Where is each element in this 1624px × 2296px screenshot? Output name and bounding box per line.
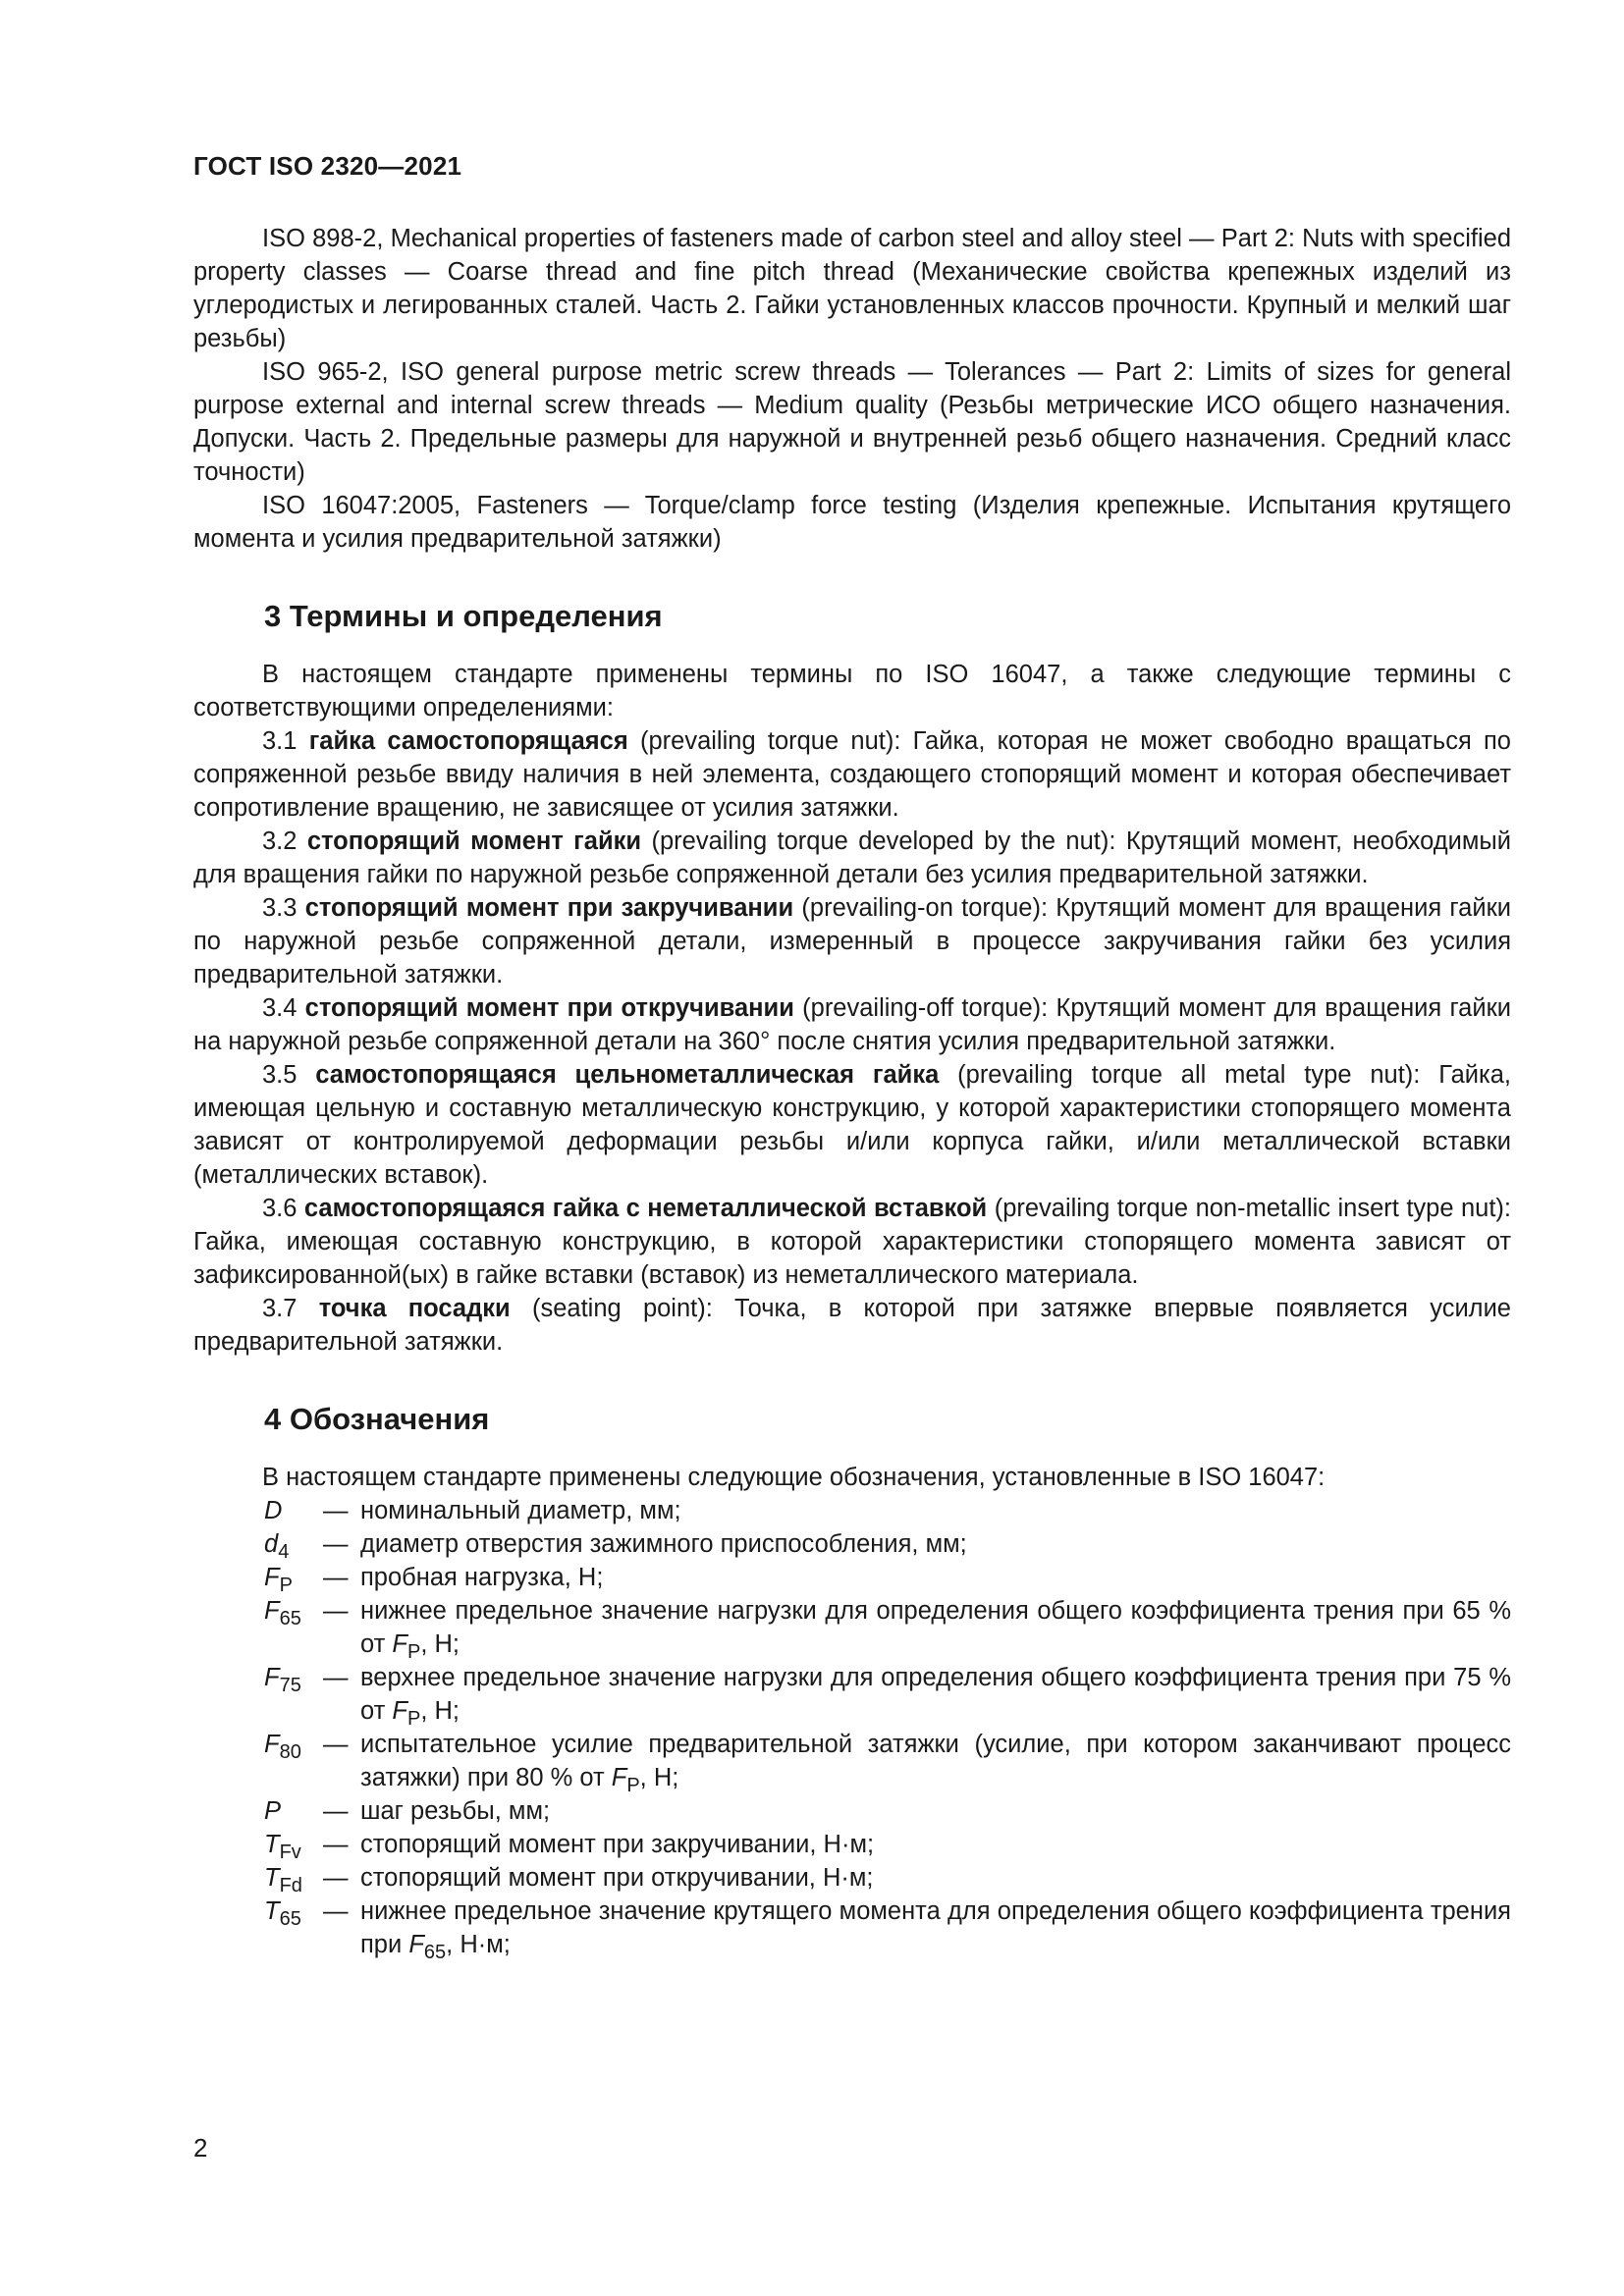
symbol: P <box>264 1797 282 1825</box>
term-number: 3.2 <box>262 828 298 855</box>
symbol-dash: — <box>323 1564 349 1591</box>
symbol: $F_{80}$ <box>264 1731 301 1763</box>
section-heading: 3 Термины и определения <box>264 599 663 633</box>
term-number: 3.5 <box>262 1061 298 1089</box>
symbol-row <box>264 1527 1511 1561</box>
term-title: стопорящий момент гайки <box>306 828 642 855</box>
symbol-row <box>264 1494 1511 1527</box>
symbol-row <box>264 1828 1511 1861</box>
symbol-row <box>264 1561 1511 1594</box>
term-number: 3.6 <box>262 1195 298 1222</box>
term-body: (prevailing-off torque): Крутящий момент для вращения гайки на наружной резьбе сопряженной детали на 360° после снятия усилия предварительной затяжки. <box>193 994 1512 1055</box>
reference-item: ISO 16047:2005, Fasteners — Torque/clamp force testing (Изделия крепежные. Испытания крутящего момента и усилия предварительной затяжки) <box>193 492 1511 553</box>
term-number: 3.4 <box>262 994 298 1022</box>
term-definition <box>193 724 1511 825</box>
symbol: $T_{65}$ <box>264 1897 301 1930</box>
term-definition <box>193 991 1511 1058</box>
term-title: стопорящий момент при откручивании <box>304 994 794 1022</box>
term-body: (prevailing torque non-metallic insert type nut): Гайка, имеющая составную конструкцию, в которой характеристики стопорящего момента зависят от зафиксированной(ых) в гайке вставки (вставок) из неметаллического материала. <box>193 1195 1511 1289</box>
symbol-description: нижнее предельное значение крутящего момента для определения общего коэффициента трения при $F_{65}$, Н·м; <box>360 1897 1511 1963</box>
symbol-description: номинальный диаметр, мм; <box>360 1497 681 1524</box>
reference-item: ISO 898-2, Mechanical properties of fasteners made of carbon steel and alloy steel — Part 2: Nuts with specified property classes — Coarse thread and fine pitch thread (Механические свойства крепежных изделий из углеродистых и легированных сталей. Часть 2. Гайки установленных классов прочности. Крупный и мелкий шаг резьбы) <box>193 225 1511 352</box>
section-intro: В настоящем стандарте применены следующие обозначения, установленные в ISO 16047: <box>262 1464 1326 1491</box>
term-definition <box>193 1192 1511 1292</box>
term-title: самостопорящаяся гайка с неметаллической вставкой <box>303 1195 988 1222</box>
symbol-dash: — <box>323 1731 349 1758</box>
term-title: точка посадки <box>318 1295 511 1322</box>
term-definition <box>193 891 1511 991</box>
symbol-dash: — <box>323 1497 349 1524</box>
symbol-dash: — <box>323 1831 349 1858</box>
symbol-description: верхнее предельное значение нагрузки для определения общего коэффициента трения при 75 % от $F_P$, Н; <box>360 1664 1511 1730</box>
symbol: $d_4$ <box>264 1530 290 1563</box>
symbol-dash: — <box>323 1797 349 1825</box>
term-definition <box>193 1292 1511 1359</box>
symbol-dash: — <box>323 1897 349 1925</box>
symbol-dash: — <box>323 1530 349 1558</box>
term-body: (seating point): Точка, в которой при затяжке впервые появляется усилие предварительной затяжки. <box>193 1295 1511 1356</box>
symbols-list <box>264 1494 1511 1961</box>
symbol-dash: — <box>323 1597 349 1625</box>
term-definition <box>193 825 1511 891</box>
symbol: $F_{75}$ <box>264 1664 301 1696</box>
symbol: $F_P$ <box>264 1564 293 1596</box>
symbol-row <box>264 1895 1511 1961</box>
page-number: 2 <box>193 2133 208 2163</box>
symbol-description: нижнее предельное значение нагрузки для определения общего коэффициента трения при 65 % от $F_P$, Н; <box>360 1597 1511 1663</box>
section-intro: В настоящем стандарте применены термины по ISO 16047, а также следующие термины с соответствующими определениями: <box>193 661 1511 721</box>
symbol-row <box>264 1661 1511 1728</box>
document-header: ГОСТ ISO 2320—2021 <box>193 151 462 181</box>
symbol-description: шаг резьбы, мм; <box>360 1797 551 1825</box>
symbol: $T_{Fd}$ <box>264 1864 302 1896</box>
symbol-dash: — <box>323 1664 349 1691</box>
symbol-description: диаметр отверстия зажимного приспособления, мм; <box>360 1530 967 1558</box>
page-content <box>193 222 1511 1961</box>
term-body: (prevailing torque nut): Гайка, которая не может свободно вращаться по сопряженной резьбе ввиду наличия в ней элемента, создающего стопорящий момент и которая обеспечивает сопротивление вращению, не зависящее от усилия затяжки. <box>193 727 1511 822</box>
section-heading: 4 Обозначения <box>264 1402 490 1436</box>
symbol-description: стопорящий момент при закручивании, Н·м; <box>360 1831 875 1858</box>
symbol-dash: — <box>323 1864 349 1892</box>
symbol-description: стопорящий момент при откручивании, Н·м; <box>360 1864 874 1892</box>
symbol-row <box>264 1794 1511 1828</box>
terms-list <box>193 724 1511 1359</box>
symbol-row <box>264 1594 1511 1661</box>
term-body: (prevailing-on torque): Крутящий момент для вращения гайки по наружной резьбе сопряженной детали, измеренный в процессе закручивания гайки без усилия предварительной затяжки. <box>193 894 1511 988</box>
term-title: стопорящий момент при закручивании <box>304 894 794 922</box>
term-number: 3.3 <box>262 894 298 922</box>
term-title: гайка самостопорящаяся <box>308 727 628 755</box>
reference-item: ISO 965-2, ISO general purpose metric screw threads — Tolerances — Part 2: Limits of sizes for general purpose external and internal screw threads — Medium quality (Резьбы метрические ИСО общего назначения. Допуски. Часть 2. Предельные размеры для наружной и внутренней резьб общего назначения. Средний класс точности) <box>193 358 1511 486</box>
term-body: (prevailing torque developed by the nut): Крутящий момент, необходимый для вращения гайки по наружной резьбе сопряженной детали без усилия предварительной затяжки. <box>193 828 1511 888</box>
symbol: $T_{Fv}$ <box>264 1831 301 1863</box>
term-title: самостопорящаяся цельнометаллическая гайка <box>315 1061 940 1089</box>
symbol-description: испытательное усилие предварительной затяжки (усилие, при котором заканчивают процесс затяжки) при 80 % от $F_P$, Н; <box>360 1731 1511 1796</box>
symbol: $F_{65}$ <box>264 1597 301 1629</box>
term-definition <box>193 1058 1511 1192</box>
symbol-description: пробная нагрузка, Н; <box>360 1564 604 1591</box>
symbol: D <box>264 1497 283 1524</box>
term-number: 3.1 <box>262 727 298 755</box>
symbol-row <box>264 1861 1511 1895</box>
references-list <box>193 222 1511 556</box>
term-number: 3.7 <box>262 1295 298 1322</box>
symbol-row <box>264 1728 1511 1794</box>
term-body: (prevailing torque all metal type nut): Гайка, имеющая цельную и составную металлическую конструкцию, у которой характеристики стопорящего момента зависят от контролируемой деформации резьбы и/или корпуса гайки, и/или металлической вставки (металлических вставок). <box>193 1061 1511 1189</box>
